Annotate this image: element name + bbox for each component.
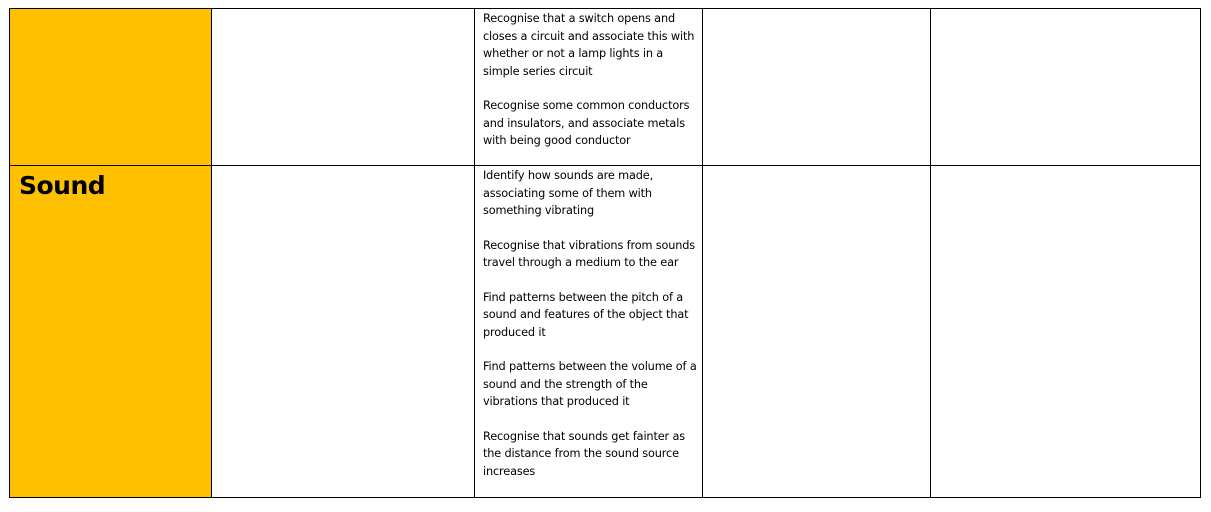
empty-cell	[212, 166, 475, 498]
objective-text: Recognise that a switch opens and closes a circuit and associate this with whether or not a lamp lights in a simple series circuit	[483, 12, 695, 78]
objectives-list	[475, 9, 702, 150]
objective-text: Recognise some common conductors and insulators, and associate metals with being good conductor	[483, 99, 690, 147]
empty-cell	[703, 166, 931, 498]
objective-text: Recognise that sounds get fainter as the distance from the sound source increases	[483, 429, 685, 478]
objective-text: Find patterns between the volume of a sound and the strength of the vibrations that produced it	[483, 360, 697, 408]
empty-cell	[931, 9, 1201, 166]
objectives-cell	[475, 166, 703, 498]
empty-cell	[931, 166, 1201, 498]
topic-cell	[10, 9, 212, 166]
topic-cell	[10, 166, 212, 498]
objectives-cell	[475, 9, 703, 166]
objectives-list	[475, 166, 702, 480]
objective-text: Identify how sounds are made, associating some of them with something vibrating	[483, 169, 654, 217]
curriculum-table	[9, 8, 1201, 498]
objective-text: Recognise that vibrations from sounds travel through a medium to the ear	[483, 238, 696, 269]
table-row	[10, 166, 1201, 498]
topic-title	[10, 9, 211, 14]
empty-cell	[703, 9, 931, 166]
objective-text: Find patterns between the pitch of a sound and features of the object that produced it	[483, 290, 689, 339]
empty-cell	[212, 9, 475, 166]
topic-title: Sound	[19, 171, 106, 200]
table-row	[10, 9, 1201, 166]
